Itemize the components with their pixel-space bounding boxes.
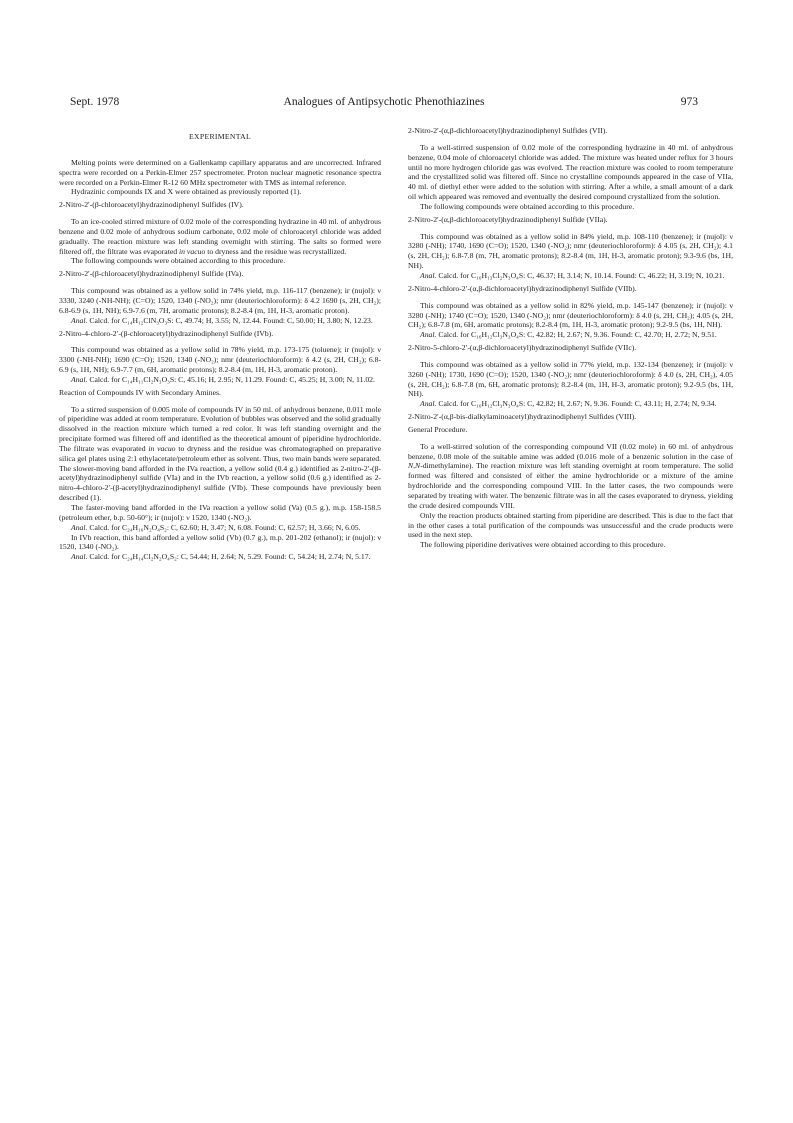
right-column: [408, 126, 733, 550]
journal-date: Sept. 1978: [70, 96, 120, 108]
paragraph: To a well-stirred solution of the corresponding compound VII (0.02 mole) in 60 ml. of anhydrous benzene, 0.08 mole of the suitable amine was added (0.016 mole of a benzenic solution in the case of N,N-dimethylamine). The reaction mixture was left standing overnight at room temperature. The solid formed was filtered and consisted of either the amine hydrochloride or a mixture of the amine hydrochloride and the corresponding compound VIII. In the latter cases, the two compounds were separated by treating with water. The benzenic filtrate was in all the cases evaporated to dryness, yielding the crude desired compounds VIII.: [408, 441, 733, 510]
paragraph: In IVb reaction, this band afforded a yellow solid (Vb) (0.7 g.), m.p. 201-202 (ethanol); ir (nujol): ν 1520, 1340 (-NO₂).: [59, 532, 381, 552]
page-header: [70, 96, 698, 112]
paragraph: This compound was obtained as a yellow solid in 74% yield, m.p. 116-117 (benzene); ir (nujol): ν 3330, 3240 (-NH-NH); (C=O); 1520, 1340 (-NO₂); nmr (deuteriochloroform): δ 4.2 1690 (s, 2H, CH₂); 6.8-6.9 (s, 1H, NH); 6.9-7.6 (m, 7H, aromatic protons); 8.2-8.4 (m, 1H, H-3, aromatic proton).: [59, 286, 381, 315]
paragraph: Hydrazinic compounds IX and X were obtained as previously reported (1).: [71, 187, 302, 197]
subsection-title: 2-Nitro-2′-(β-chloroacetyl)hydrazinodiphenyl Sulfides (IV).: [59, 200, 244, 210]
paragraph: This compound was obtained as a yellow solid in 78% yield, m.p. 173-175 (toluene); ir (nujol): ν 3300 (-NH-NH); 1690 (C=O); 1520, 1340 (-NO₂); nmr (deuteriochloroform): δ 4.2 (s, 2H, CH₂); 6.8-6.9 (s, 1H, NH); 6.9-7.7 (m, 6H, aromatic protons); 8.2-8.4 (m, 1H, H-3, aromatic proton).: [59, 345, 381, 375]
paragraph: The following piperidine derivatives were obtained according to this procedure.: [420, 540, 666, 550]
paragraph: Melting points were determined on a Gallenkamp capillary apparatus and are uncorrected. Infrared spectra were recorded on a Perkin-Elmer 257 spectrometer. Proton nuclear magnetic resonance spectra were recorded on a Perkin-Elmer R-12 60 MHz spectrometer with TMS as internal reference.: [59, 157, 381, 187]
analysis-line: Anal. Calcd. for C₁₆H₁₂Cl₃N₃O₄S: C, 42.82; H, 2.67; N, 9.36. Found: C, 43.11; H, 2.74; N, 9.34.: [420, 399, 717, 409]
paragraph: This compound was obtained as a yellow solid in 82% yield, m.p. 145-147 (benzene); ir (nujol): ν 3280 (-NH); 1740 (C=O); 1520, 1340 (-NO₂); nmr (deuteriochloroform): δ 4.0 (s, 2H, CH₂); 4.05 (s, 2H, CH₂); 6.8-7.8 (m, 6H, aromatic protons); 8.2-8.4 (m, 1H, H-3, aromatic proton); 9.2-9.5 (bs, 1H, NH).: [408, 300, 733, 330]
subsection-title: Reaction of Compounds IV with Secondary Amines.: [59, 387, 221, 397]
paragraph: This compound was obtained as a yellow solid in 77% yield, m.p. 132-134 (benzene); ir (nujol): ν 3260 (-NH); 1730, 1690 (C=O); 1520, 1340 (-NO₂); nmr (deuteriochloroform): δ 4.0 (s, 2H, CH₂), 4.05 (s, 2H, CH₂); 6.8-7.8 (m, 6H, aromatic protons); 8.2-8.4 (m, 1H, H-3, aromatic proton); 9.2-9.5 (bs, 1H, NH).: [408, 359, 733, 399]
subsection-title: 2-Nitro-2′-(α,β-bis-dialkylaminoacetyl)hydrazinodiphenyl Sulfides (VIII).: [408, 412, 637, 422]
analysis-line: Anal. Calcd. for C₁₄H₁₁Cl₂N₃O₃S: C, 45.16; H, 2.95; N, 11.29. Found: C, 45.25; H, 3.00; N, 11.02.: [71, 374, 375, 384]
analysis-line: Anal. Calcd. for C₁₄H₁₂ClN₃O₃S: C, 49.74; H, 3.55; N, 12.44. Found: C, 50.00; H, 3.80; N, 12.23.: [71, 315, 373, 325]
paragraph: To a well-stirred suspension of 0.02 mole of the corresponding hydrazine in 40 ml. of anhydrous benzene, 0.04 mole of chloroacetyl chloride was added. The mixture was heated under reflux for 3 hours until no more hydrogen chloride gas was evolved. The reaction mixture was cooled to room temperature and the crystallized solid was filtered off. Since no crystalline compounds appeared in the case of VIIa, 40 ml. of diethyl ether were added to the solution with stirring. After a while, a small amount of a dark oil which appeared was removed and eventually the desired compound crystallized from the solution.: [408, 142, 733, 202]
subsection-title: 2-Nitro-5-chloro-2′-(α,β-dichloroacetyl)hydrazinodiphenyl Sulfide (VIIc).: [408, 343, 637, 353]
page-number: 973: [680, 96, 698, 108]
subsection-title: 2-Nitro-4-chloro-2′-(α,β-dichloroacetyl)hydrazinodiphenyl Sulfide (VIIb).: [408, 283, 637, 293]
left-column: [59, 126, 381, 562]
subsection-title: 2-Nitro-2′-(α,β-dichloroacetyl)hydrazinodiphenyl Sulfide (VIIa).: [408, 214, 608, 224]
analysis-line: Anal. Calcd. for C₂₄H₁₄Cl₂N₂O₄S₂: C, 54.44; H, 2.64; N, 5.29. Found: C, 54.24; H, 2.74; N, 5.17.: [71, 552, 371, 562]
paragraph: The following compounds were obtained according to this procedure.: [71, 256, 286, 266]
running-title: Analogues of Antipsychotic Phenothiazines: [283, 96, 485, 108]
analysis-line: Anal. Calcd. for C₁₆H₁₃Cl₂N₃O₄S: C, 46.37; H, 3.14; N, 10.14. Found: C, 46.22; H, 3.19; N, 10.21.: [420, 270, 725, 280]
subsection-title: 2-Nitro-2′-(β-chloroacetyl)hydrazinodiphenyl Sulfide (IVa).: [59, 269, 244, 279]
paragraph: The following compounds were obtained according to this procedure.: [420, 201, 635, 211]
paragraph: Only the reaction products obtained starting from piperidine are described. This is due to the fact that in the other cases a total purification of the compounds was unsuccessful and the crude products were used in the next step.: [408, 510, 733, 540]
analysis-line: Anal. Calcd. for C₁₆H₁₂Cl₃N₃O₄S: C, 42.82; H, 2.67; N, 9.36. Found: C, 42.70; H, 2.72; N, 9.51.: [420, 330, 717, 340]
subsection-subtitle: General Procedure.: [408, 424, 468, 434]
subsection-title: 2-Nitro-2′-(α,β-dichloroacetyl)hydrazinodiphenyl Sulfides (VII).: [408, 126, 608, 135]
paragraph: The faster-moving band afforded in the IVa reaction a yellow solid (Va) (0.5 g.), m.p. 158-158.5 (petroleum ether, b.p. 50-60°); ir (nujol): ν 1520, 1340 (-NO₂).: [59, 503, 381, 522]
paragraph: To a stirred suspension of 0.005 mole of compounds IV in 50 ml. of anhydrous benzene, 0.011 mole of piperidine was added at room temperature. Evolution of bubbles was observed and the solid gradually dissolved in the reaction mixture which turned a red color. It was left standing overnight and the precipitate formed was filtered off and identified as the theoretical amount of piperidine hydrochloride. The filtrate was evaporated in vacuo to dryness and the residue was chromatographed on preparative silica gel plates using 2:1 ethylacetate/petroleum ether as solvent. Thus, two main bands were separated. The slower-moving band afforded in the IVa reaction, a yellow solid (0.4 g.) identified as 2-nitro-2′-(β-acetyl)hydrazinodiphenyl sulfide (VIa) and in the IVb reaction, a yellow solid (0.6 g.) identified as 2-nitro-4-chloro-2′-(β-acetyl)hydrazinodiphenyl sulfide (VIb). These compounds have previously been described (1).: [59, 404, 381, 503]
analysis-line: Anal. Calcd. for C₂₄H₁₆N₂O₄S₂: C, 62.60; H, 3.47; N, 6.08. Found: C, 62.57; H, 3.66; N, 6.05.: [71, 522, 361, 532]
subsection-title: 2-Nitro-4-chloro-2′-(β-chloroacetyl)hydrazinodiphenyl Sulfide (IVb).: [59, 328, 274, 338]
paragraph: To an ice-cooled stirred mixture of 0.02 mole of the corresponding hydrazine in 40 ml. of anhydrous benzene and 0.02 mole of anhydrous sodium carbonate, 0.02 mole of chloroacetyl chloride was added gradually. The reaction mixture was left standing overnight with stirring. The salts so formed were filtered off, the filtrate was evaporated in vacuo to dryness and the residue was recrystallized.: [59, 217, 381, 256]
section-heading-experimental: EXPERIMENTAL: [189, 132, 251, 141]
paragraph: This compound was obtained as a yellow solid in 84% yield, m.p. 108-110 (benzene); ir (nujol): ν 3280 (-NH); 1740, 1690 (C=O); 1520, 1340 (-NO₂); nmr (deuteriochloroform): δ 4.05 (s, 2H, CH₂); 4.1 (s, 2H, CH₂); 6.8-7.8 (m, 7H, aromatic protons); 8.2-8.4 (m, 1H, H-3, aromatic proton); 9.3-9.6 (bs, 1H, NH).: [408, 231, 733, 271]
